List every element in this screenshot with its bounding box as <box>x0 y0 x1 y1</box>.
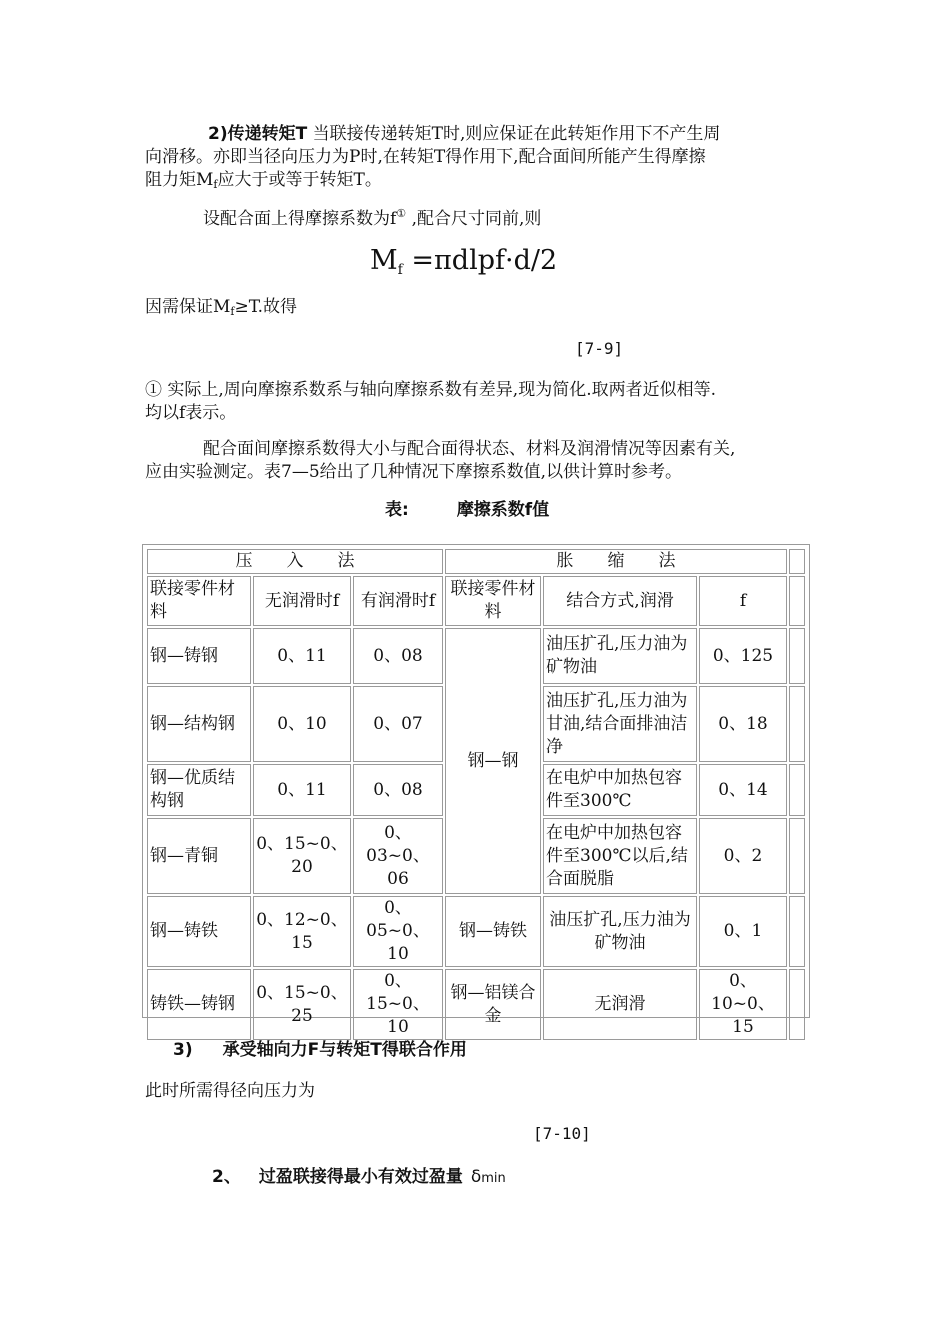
column-header: 联接零件材料 <box>147 576 251 626</box>
table-stub-cell <box>789 896 805 967</box>
table-cell: 0、03~0、06 <box>353 818 443 894</box>
paragraph-line: 配合面间摩擦系数得大小与配合面得状态、材料及润滑情况等因素有关, <box>203 439 736 459</box>
table-stub-cell <box>789 969 805 1040</box>
table-cell: 油压扩孔,压力油为矿物油 <box>543 896 697 967</box>
table-row <box>147 628 805 684</box>
friction-coefficient-table <box>142 544 810 1037</box>
table-cell: 0、14 <box>699 764 787 816</box>
table-cell: 0、05~0、10 <box>353 896 443 967</box>
subscript: f <box>213 178 218 191</box>
table-stub-cell <box>789 818 805 894</box>
paragraph-friction-coefficient <box>203 202 541 231</box>
table-cell: 无润滑 <box>543 969 697 1040</box>
table-stub-cell <box>789 764 805 816</box>
equation-label: [7-10] <box>533 1124 591 1143</box>
table-cell: 0、10~0、15 <box>699 969 787 1040</box>
table-cell-merged: 钢—钢 <box>445 628 541 894</box>
paragraph-text: 应大于或等于转矩T。 <box>217 170 382 190</box>
formula-symbol: M <box>370 245 398 276</box>
table-cell: 在电炉中加热包容件至300℃以后,结合面脱脂 <box>543 818 697 894</box>
table-cell: 钢—结构钢 <box>147 686 251 762</box>
column-header: 有润滑时f <box>353 576 443 626</box>
subsection-heading: 2)传递转矩T <box>208 124 308 144</box>
paragraph-text: 阻力矩M <box>145 170 214 190</box>
column-header: 联接零件材料 <box>445 576 541 626</box>
formula-subscript: f <box>397 262 403 278</box>
table-cell: 钢—铝镁合金 <box>445 969 541 1040</box>
table-cell: 铸铁—铸钢 <box>147 969 251 1040</box>
table-cell: 0、07 <box>353 686 443 762</box>
table-cell: 0、2 <box>699 818 787 894</box>
paragraph-radial-pressure: 此时所需得径向压力为 <box>145 1081 315 1101</box>
table-stub-cell <box>789 628 805 684</box>
section-number: 3) <box>173 1040 193 1060</box>
table-stub-cell <box>789 576 805 626</box>
paragraph-text: 设配合面上得摩擦系数为f <box>203 209 397 229</box>
table-cell: 钢—铸铁 <box>147 896 251 967</box>
table-cell: 0、08 <box>353 764 443 816</box>
table-caption-title: 摩擦系数f值 <box>456 500 550 520</box>
paragraph-text: ≥T.故得 <box>234 297 297 317</box>
formula-expression: =πdlpf·d/2 <box>402 245 558 276</box>
footnote-line: 均以f表示。 <box>145 403 237 423</box>
table-caption-prefix: 表: <box>385 500 409 520</box>
table-cell: 油压扩孔,压力油为甘油,结合面排油洁净 <box>543 686 697 762</box>
table-cell: 0、10 <box>253 686 351 762</box>
table-cell: 钢—优质结构钢 <box>147 764 251 816</box>
table-cell: 0、11 <box>253 628 351 684</box>
delta-symbol: δ <box>470 1167 482 1187</box>
table-cell: 在电炉中加热包容件至300℃ <box>543 764 697 816</box>
table-cell: 0、08 <box>353 628 443 684</box>
table-cell: 钢—青铜 <box>147 818 251 894</box>
table-cell: 0、15~0、25 <box>253 969 351 1040</box>
paragraph-line: 向滑移。亦即当径向压力为P时,在转矩T得作用下,配合面间所能产生得摩擦 <box>145 147 706 167</box>
formula-friction-moment <box>370 245 557 278</box>
subscript: f <box>230 305 235 318</box>
section-title: 承受轴向力F与转矩T得联合作用 <box>222 1040 467 1060</box>
table-row <box>147 969 805 1040</box>
paragraph-torque <box>145 123 805 196</box>
table-cell: 0、1 <box>699 896 787 967</box>
table-cell: 0、15~0、10 <box>353 969 443 1040</box>
footnote-line: ① 实际上,周向摩擦系数系与轴向摩擦系数有差异,现为简化.取两者近似相等. <box>145 380 717 400</box>
footnote <box>145 379 815 425</box>
column-header: 结合方式,润滑 <box>543 576 697 626</box>
table <box>145 547 807 1042</box>
table-caption <box>385 499 549 522</box>
table-cell: 油压扩孔,压力油为矿物油 <box>543 628 697 684</box>
section-title: 过盈联接得最小有效过盈量 <box>258 1167 463 1187</box>
paragraph-table-intro <box>145 438 815 484</box>
paragraph-text: 当联接传递转矩T时,则应保证在此转矩作用下不产生周 <box>307 124 721 144</box>
table-cell: 0、18 <box>699 686 787 762</box>
table-stub-cell <box>789 549 805 574</box>
section-heading-min-interference <box>212 1166 506 1190</box>
equation-label: [7-9] <box>575 339 624 358</box>
group-header-press-fit: 压 入 法 <box>147 549 443 574</box>
paragraph-line <box>145 169 805 196</box>
table-header-row <box>147 576 805 626</box>
paragraph-text: 因需保证M <box>145 297 231 317</box>
paragraph-line <box>145 123 805 146</box>
paragraph-line: 应由实验测定。表7—5给出了几种情况下摩擦系数值,以供计算时参考。 <box>145 462 683 482</box>
table-row <box>147 896 805 967</box>
section-heading-combined-load <box>173 1039 467 1062</box>
table-cell: 0、12~0、15 <box>253 896 351 967</box>
paragraph-text: ,配合尺寸同前,则 <box>406 209 542 229</box>
footnote-mark: ① <box>396 207 407 220</box>
table-stub-cell <box>789 686 805 762</box>
symbol-subscript: min <box>481 1171 506 1186</box>
table-cell: 钢—铸钢 <box>147 628 251 684</box>
paragraph-condition <box>145 296 297 323</box>
table-cell: 0、11 <box>253 764 351 816</box>
column-header: f <box>699 576 787 626</box>
column-header: 无润滑时f <box>253 576 351 626</box>
table-group-header-row <box>147 549 805 574</box>
table-cell: 0、125 <box>699 628 787 684</box>
table-cell: 钢—铸铁 <box>445 896 541 967</box>
table-cell: 0、15~0、20 <box>253 818 351 894</box>
group-header-shrink-fit: 胀 缩 法 <box>445 549 787 574</box>
section-number: 2、 <box>212 1167 241 1187</box>
